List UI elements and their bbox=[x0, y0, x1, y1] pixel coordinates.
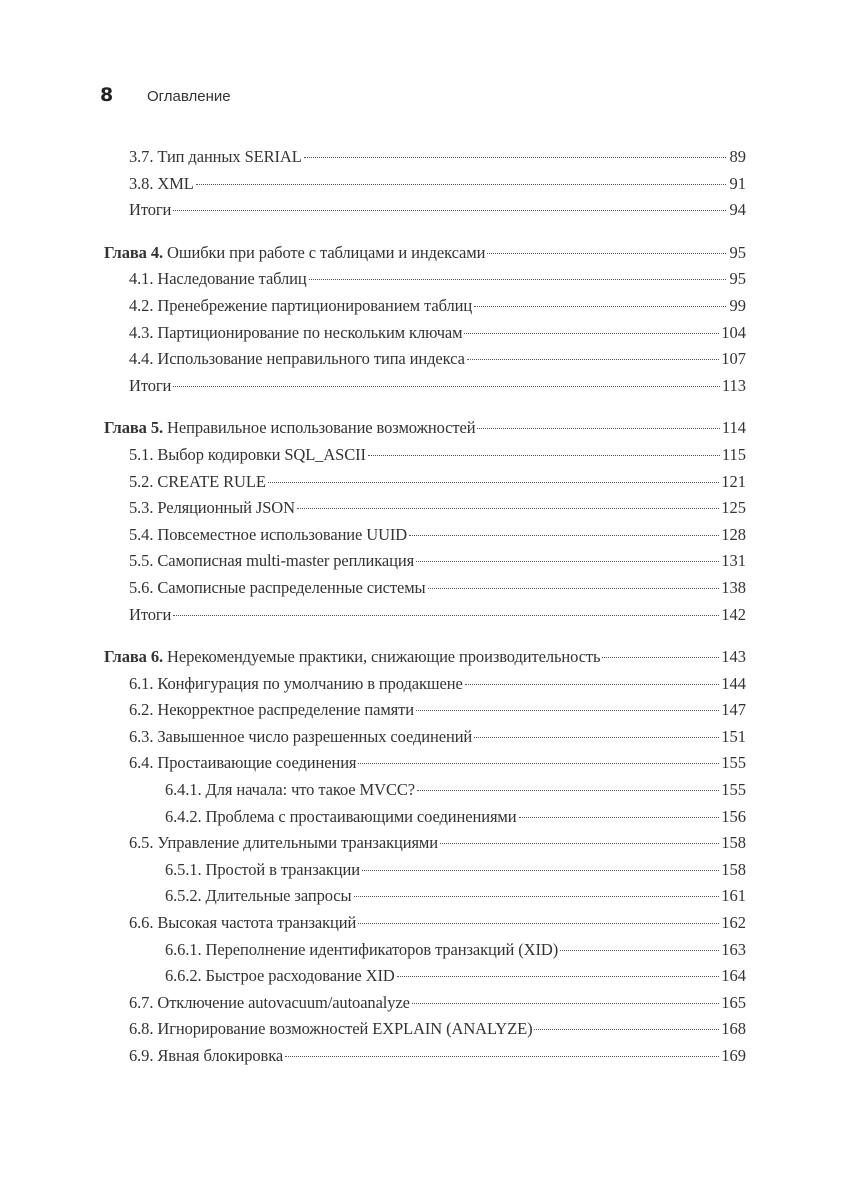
toc-chapter-heading[interactable] bbox=[104, 644, 746, 671]
toc-entry-title: 4.3. Партиционирование по нескольким ключам bbox=[129, 322, 463, 342]
dot-leader bbox=[354, 895, 720, 897]
dot-leader bbox=[362, 869, 719, 871]
toc-entry-page: 128 bbox=[721, 524, 746, 544]
toc-entry-title: 6.5.2. Длительные запросы bbox=[165, 886, 352, 906]
toc-entry[interactable] bbox=[104, 320, 746, 347]
toc-entry[interactable] bbox=[104, 910, 746, 937]
toc-entry-page: 95 bbox=[729, 269, 746, 289]
toc-entry-page: 158 bbox=[721, 859, 746, 879]
toc-entry[interactable] bbox=[104, 373, 746, 400]
toc-entry[interactable] bbox=[104, 293, 746, 320]
toc-entry-page: 155 bbox=[721, 753, 746, 773]
toc-chapter-page: 143 bbox=[721, 647, 746, 667]
toc-entry[interactable] bbox=[104, 1016, 746, 1043]
toc-entry[interactable] bbox=[104, 171, 746, 198]
toc-entry[interactable] bbox=[104, 1043, 746, 1070]
toc-entry-title: 5.3. Реляционный JSON bbox=[129, 498, 295, 518]
toc-entry[interactable] bbox=[104, 724, 746, 751]
toc-chapter-title bbox=[104, 644, 600, 671]
toc-entry[interactable] bbox=[104, 495, 746, 522]
toc-entry-title: 4.4. Использование неправильного типа индекса bbox=[129, 349, 465, 369]
toc-entry-title: 6.4.2. Проблема с простаивающими соединениями bbox=[165, 806, 517, 826]
toc-entry-title: 6.4. Простаивающие соединения bbox=[129, 753, 357, 773]
dot-leader bbox=[416, 560, 719, 562]
toc-entry[interactable] bbox=[104, 750, 746, 777]
toc-entry-page: 151 bbox=[721, 726, 746, 746]
toc-entry-page: 147 bbox=[721, 700, 746, 720]
toc-entry-page: 94 bbox=[729, 200, 746, 220]
toc-entry-page: 156 bbox=[721, 806, 746, 826]
dot-leader bbox=[368, 454, 720, 456]
toc-entry[interactable] bbox=[104, 197, 746, 224]
toc-entry-title: Итоги bbox=[129, 200, 172, 220]
toc-subentry[interactable] bbox=[104, 963, 746, 990]
dot-leader bbox=[417, 789, 719, 791]
toc-entry-page: 169 bbox=[721, 1046, 746, 1065]
toc-entry-title: 6.3. Завышенное число разрешенных соединений bbox=[129, 726, 473, 746]
toc-entry-page: 144 bbox=[721, 673, 746, 693]
toc-subentry[interactable] bbox=[104, 857, 746, 884]
dot-leader bbox=[464, 332, 719, 334]
toc-entry-page: 162 bbox=[721, 913, 746, 933]
dot-leader bbox=[487, 252, 726, 254]
dot-leader bbox=[534, 1028, 719, 1030]
toc-entry[interactable] bbox=[104, 346, 746, 373]
toc-entry-title: 6.6. Высокая частота транзакций bbox=[129, 913, 357, 933]
page-number: 8 bbox=[100, 84, 114, 106]
toc-entry-title: 6.6.1. Переполнение идентификаторов транзакций (XID) bbox=[165, 939, 559, 959]
toc-entry[interactable] bbox=[104, 548, 746, 575]
toc-group-chapter-5 bbox=[104, 415, 746, 628]
toc-entry[interactable] bbox=[104, 830, 746, 857]
dot-leader bbox=[465, 683, 720, 685]
toc-entry-title: 5.5. Самописная multi-master репликация bbox=[129, 551, 415, 571]
toc-entry-page: 138 bbox=[721, 577, 746, 597]
dot-leader bbox=[412, 1002, 719, 1004]
chapter-name: Нерекомендуемые практики, снижающие производительность bbox=[167, 647, 601, 667]
toc-entry-title: 6.9. Явная блокировка bbox=[129, 1046, 284, 1065]
chapter-name: Ошибки при работе с таблицами и индексами bbox=[167, 242, 486, 262]
toc-chapter-title bbox=[104, 415, 475, 442]
dot-leader bbox=[268, 481, 719, 483]
toc-entry-title: 6.4.1. Для начала: что такое MVCC? bbox=[165, 780, 415, 800]
dot-leader bbox=[467, 358, 719, 360]
toc-entry-page: 115 bbox=[721, 444, 746, 464]
toc-entry-title: 6.5.1. Простой в транзакции bbox=[165, 859, 360, 879]
toc-entry-page: 99 bbox=[729, 295, 746, 315]
dot-leader bbox=[477, 427, 719, 429]
toc-entry-title: 5.2. CREATE RULE bbox=[129, 471, 266, 491]
chapter-label: Глава 4. bbox=[104, 242, 164, 262]
toc-entry-page: 168 bbox=[721, 1019, 746, 1039]
dot-leader bbox=[297, 507, 719, 509]
dot-leader bbox=[285, 1055, 719, 1057]
dot-leader bbox=[196, 183, 726, 185]
toc-entry-page: 158 bbox=[721, 833, 746, 853]
dot-leader bbox=[397, 975, 720, 977]
toc-entry-page: 113 bbox=[721, 375, 746, 395]
dot-leader bbox=[358, 922, 719, 924]
chapter-name: Неправильное использование возможностей bbox=[167, 418, 476, 438]
dot-leader bbox=[309, 278, 726, 280]
toc-entry-page: 164 bbox=[721, 966, 746, 986]
toc-chapter-title bbox=[104, 240, 485, 267]
dot-leader bbox=[602, 656, 719, 658]
toc-entry[interactable] bbox=[104, 990, 746, 1017]
toc-entry[interactable] bbox=[104, 697, 746, 724]
toc-entry-title: 4.1. Наследование таблиц bbox=[129, 269, 307, 289]
toc-subentry[interactable] bbox=[104, 937, 746, 964]
toc-subentry[interactable] bbox=[104, 804, 746, 831]
dot-leader bbox=[474, 736, 719, 738]
toc-entry-page: 104 bbox=[721, 322, 746, 342]
toc-group-chapter-6 bbox=[104, 644, 746, 1070]
toc-entry-page: 121 bbox=[721, 471, 746, 491]
toc-subentry[interactable] bbox=[104, 883, 746, 910]
dot-leader bbox=[416, 709, 719, 711]
dot-leader bbox=[304, 156, 726, 158]
toc-chapter-heading[interactable] bbox=[104, 240, 746, 267]
toc-entry-title: 4.2. Пренебрежение партиционированием таблиц bbox=[129, 295, 473, 315]
toc-entry-page: 155 bbox=[721, 780, 746, 800]
toc-chapter-page: 114 bbox=[721, 418, 746, 438]
toc-entry-title: 6.7. Отключение autovacuum/autoanalyze bbox=[129, 992, 410, 1012]
toc-entry-title: 6.2. Некорректное распределение памяти bbox=[129, 700, 414, 720]
toc-entry-page: 107 bbox=[721, 349, 746, 369]
toc-entry[interactable] bbox=[104, 266, 746, 293]
chapter-label: Глава 6. bbox=[104, 647, 164, 667]
dot-leader bbox=[173, 614, 719, 616]
toc-entry-page: 131 bbox=[721, 551, 746, 571]
dot-leader bbox=[358, 762, 719, 764]
toc-entry-page: 89 bbox=[729, 147, 746, 166]
toc-entry-title: 6.5. Управление длительными транзакциями bbox=[129, 833, 439, 853]
toc-group-chapter-4 bbox=[104, 240, 746, 400]
dot-leader bbox=[173, 385, 720, 387]
toc-entry-title: 3.8. XML bbox=[129, 173, 194, 193]
toc-entry[interactable] bbox=[104, 442, 746, 469]
toc-entry-title: Итоги bbox=[129, 604, 172, 624]
toc-entry[interactable] bbox=[104, 522, 746, 549]
dot-leader bbox=[560, 949, 719, 951]
toc-chapter-heading[interactable] bbox=[104, 415, 746, 442]
chapter-label: Глава 5. bbox=[104, 418, 164, 438]
dot-leader bbox=[519, 816, 720, 818]
running-title: Оглавление bbox=[147, 88, 231, 105]
page-header bbox=[100, 84, 231, 110]
table-of-contents bbox=[104, 144, 746, 1086]
toc-entry-title: 6.1. Конфигурация по умолчанию в продакшене bbox=[129, 673, 463, 693]
toc-entry-page: 142 bbox=[721, 604, 746, 624]
dot-leader bbox=[428, 587, 720, 589]
toc-subentry[interactable] bbox=[104, 777, 746, 804]
toc-entry-page: 161 bbox=[721, 886, 746, 906]
toc-entry-page: 165 bbox=[721, 992, 746, 1012]
dot-leader bbox=[173, 209, 726, 211]
dot-leader bbox=[409, 534, 719, 536]
toc-entry-title: 5.6. Самописные распределенные системы bbox=[129, 577, 426, 597]
toc-entry-page: 91 bbox=[729, 173, 746, 193]
toc-entry-title: 6.6.2. Быстрое расходование XID bbox=[165, 966, 395, 986]
toc-entry-title: 5.4. Повсеместное использование UUID bbox=[129, 524, 408, 544]
toc-entry[interactable] bbox=[104, 469, 746, 496]
toc-entry[interactable] bbox=[104, 671, 746, 698]
toc-entry-title: 5.1. Выбор кодировки SQL_ASCII bbox=[129, 444, 366, 464]
toc-entry-page: 125 bbox=[721, 498, 746, 518]
toc-entry-page: 163 bbox=[721, 939, 746, 959]
toc-entry[interactable] bbox=[104, 575, 746, 602]
toc-entry[interactable] bbox=[104, 144, 746, 171]
toc-entry-title: 6.8. Игнорирование возможностей EXPLAIN (ANALYZE) bbox=[129, 1019, 533, 1039]
toc-entry-title: 3.7. Тип данных SERIAL bbox=[129, 147, 302, 166]
dot-leader bbox=[440, 842, 719, 844]
toc-chapter-page: 95 bbox=[729, 242, 746, 262]
dot-leader bbox=[474, 305, 726, 307]
toc-entry[interactable] bbox=[104, 602, 746, 629]
toc-entry-title: Итоги bbox=[129, 375, 172, 395]
toc-group-chapter-3-continued bbox=[104, 144, 746, 224]
